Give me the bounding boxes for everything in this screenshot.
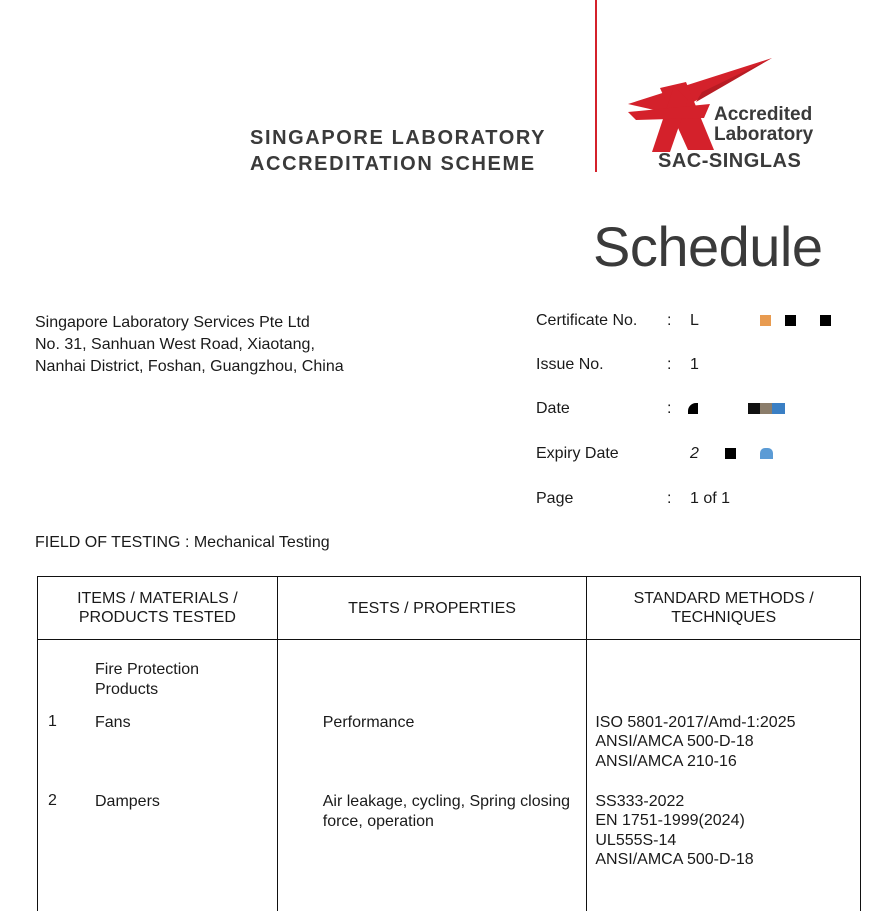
certificate-value: L <box>690 312 699 329</box>
redaction-mark <box>725 448 736 459</box>
page-colon: : <box>667 490 672 507</box>
item-number: 1 <box>48 712 57 730</box>
issue-value: 1 <box>690 356 699 373</box>
header-divider <box>595 0 597 172</box>
item-cell <box>38 712 278 791</box>
page-label: Page <box>536 490 574 507</box>
logo-sac-singlas-text: SAC-SINGLAS <box>658 150 802 172</box>
redaction-mark <box>760 403 772 414</box>
item-name: Fans <box>95 713 131 731</box>
empty-cell <box>587 640 861 712</box>
tests-cell <box>277 712 587 791</box>
standard-method: SS333-2022 <box>595 792 685 810</box>
scheme-line-1: SINGAPORE LABORATORY <box>250 127 547 149</box>
address-line-1: Singapore Laboratory Services Pte Ltd <box>35 314 310 331</box>
redaction-mark <box>760 448 773 459</box>
standard-method: UL555S-14 <box>595 831 677 849</box>
date-colon: : <box>667 400 672 417</box>
issue-label: Issue No. <box>536 356 604 373</box>
address-line-3: Nanhai District, Foshan, Guangzhou, China <box>35 358 344 375</box>
logo-laboratory-text: Laboratory <box>714 124 814 145</box>
table-row <box>38 640 861 712</box>
date-row <box>536 400 836 422</box>
standards-cell <box>587 712 861 791</box>
page-title: Schedule <box>593 215 823 278</box>
tests-cell <box>277 791 587 911</box>
page-value: 1 of 1 <box>690 490 731 507</box>
category-cell <box>38 640 278 712</box>
table-row <box>38 791 861 911</box>
category-line-2: Products <box>95 681 159 698</box>
redaction-mark <box>748 403 760 414</box>
expiry-value: 2 <box>690 445 699 462</box>
page-row <box>536 490 836 512</box>
expiry-label: Expiry Date <box>536 445 619 462</box>
standard-method: ANSI/AMCA 500-D-18 <box>595 733 754 750</box>
header-items-line-1: ITEMS / MATERIALS / <box>77 590 238 607</box>
redaction-mark <box>688 403 698 414</box>
issue-row <box>536 356 836 378</box>
laboratory-address <box>35 312 344 378</box>
header-standards-line-2: TECHNIQUES <box>671 609 777 626</box>
redaction-mark <box>820 315 831 326</box>
certificate-colon: : <box>667 312 672 329</box>
header-standards-line-1: STANDARD METHODS / <box>633 590 814 607</box>
category-line-1: Fire Protection <box>95 661 200 678</box>
header-items-materials <box>38 577 278 640</box>
table-header-row <box>38 577 861 640</box>
header-tests-properties <box>277 577 587 640</box>
tests-line-1: Performance <box>322 713 415 731</box>
accreditation-schedule-table <box>37 576 861 911</box>
field-of-testing: FIELD OF TESTING : Mechanical Testing <box>35 534 330 551</box>
empty-cell <box>277 640 587 712</box>
logo-accredited-text: Accredited <box>714 104 813 125</box>
header-items-line-2: PRODUCTS TESTED <box>78 609 236 626</box>
expiry-row <box>536 445 836 467</box>
redaction-mark <box>772 403 785 414</box>
header-standard-methods <box>587 577 861 640</box>
date-label: Date <box>536 400 570 417</box>
standard-method: ISO 5801-2017/Amd-1:2025 <box>595 713 796 731</box>
tests-line-1: Air leakage, cycling, Spring closing <box>322 792 570 810</box>
sac-singlas-logo <box>622 52 832 177</box>
tests-line-2: force, operation <box>322 812 434 830</box>
address-line-2: No. 31, Sanhuan West Road, Xiaotang, <box>35 336 315 353</box>
item-name: Dampers <box>95 792 160 810</box>
standard-method: ANSI/AMCA 500-D-18 <box>595 851 754 868</box>
header-tests-text: TESTS / PROPERTIES <box>348 599 516 617</box>
redaction-mark <box>785 315 796 326</box>
standard-method: EN 1751-1999(2024) <box>595 812 745 829</box>
table-row <box>38 712 861 791</box>
issue-colon: : <box>667 356 672 373</box>
redaction-mark <box>760 315 771 326</box>
certificate-row <box>536 312 836 334</box>
item-cell <box>38 791 278 911</box>
accreditation-scheme-title <box>250 125 546 177</box>
standard-method: ANSI/AMCA 210-16 <box>595 752 737 770</box>
scheme-line-2: ACCREDITATION SCHEME <box>250 153 536 175</box>
standards-cell <box>587 791 861 911</box>
certificate-label: Certificate No. <box>536 312 638 329</box>
item-number: 2 <box>48 791 57 809</box>
